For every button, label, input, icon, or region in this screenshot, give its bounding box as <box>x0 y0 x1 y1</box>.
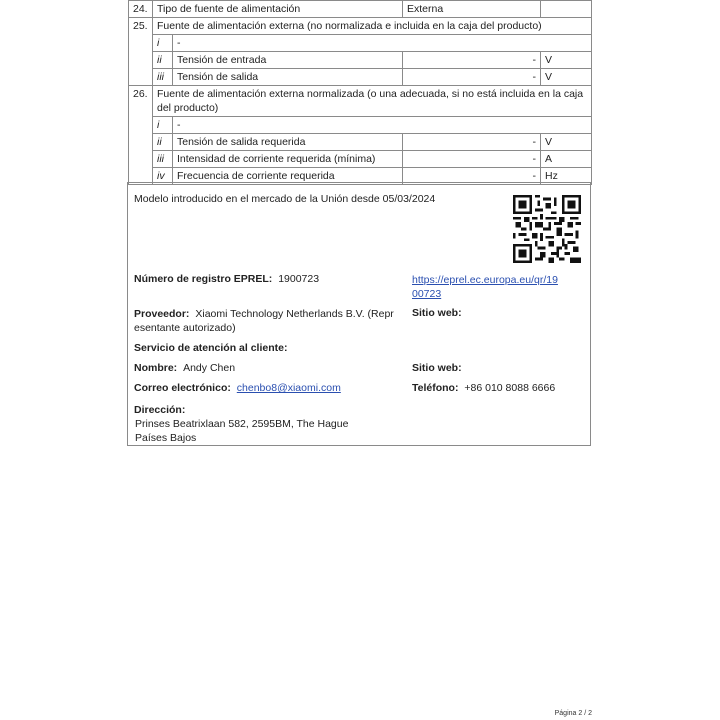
sub-value: - <box>403 168 541 185</box>
row-label: Fuente de alimentación externa (no normalizada e incluida en la caja del producto) <box>153 18 592 35</box>
table-row <box>129 52 592 69</box>
sub-value: - <box>403 134 541 151</box>
sub-label: Intensidad de corriente requerida (mínima) <box>173 151 403 168</box>
sub-unit: V <box>541 134 592 151</box>
address-line2: Países Bajos <box>135 432 197 444</box>
qr-code-icon <box>513 195 581 263</box>
eprel-info-card <box>127 182 591 446</box>
row-value: Externa <box>403 1 541 18</box>
table-row <box>129 151 592 168</box>
phone-row <box>412 382 555 394</box>
sub-label: - <box>173 117 592 134</box>
sub-label: Tensión de entrada <box>173 52 403 69</box>
sub-label: Frecuencia de corriente requerida <box>173 168 403 185</box>
sub-index: iii <box>153 69 173 86</box>
table-row <box>129 18 592 35</box>
eprel-link[interactable] <box>412 273 558 301</box>
website-label-2: Sitio web: <box>412 362 462 374</box>
sub-label: Tensión de salida <box>173 69 403 86</box>
address-line1: Prinses Beatrixlaan 582, 2595BM, The Hague <box>135 418 349 430</box>
spec-table <box>128 0 592 185</box>
sub-value: - <box>403 69 541 86</box>
sub-index: ii <box>153 134 173 151</box>
table-row <box>129 35 592 52</box>
row-label: Tipo de fuente de alimentación <box>153 1 403 18</box>
sub-index: ii <box>153 52 173 69</box>
supplier-row <box>134 307 396 335</box>
sub-index: iii <box>153 151 173 168</box>
sub-index: i <box>153 117 173 134</box>
eprel-link-line2: 00723 <box>412 288 442 300</box>
phone-value: +86 010 8088 6666 <box>464 382 556 394</box>
row-label: Fuente de alimentación externa normalizada (o una adecuada, si no está incluida en la caja del producto) <box>153 86 592 117</box>
sub-label: Tensión de salida requerida <box>173 134 403 151</box>
row-unit <box>541 1 592 18</box>
phone-label: Teléfono: <box>412 382 459 394</box>
email-row <box>134 382 341 394</box>
supplier-label: Proveedor: <box>134 308 190 320</box>
email-link[interactable]: chenbo8@xiaomi.com <box>236 382 341 394</box>
sub-value: - <box>403 151 541 168</box>
table-row <box>129 86 592 117</box>
market-intro-text: Modelo introducido en el mercado de la Unión desde 05/03/2024 <box>134 193 436 205</box>
address-block <box>134 403 348 445</box>
sub-index: i <box>153 35 173 52</box>
sub-unit: V <box>541 69 592 86</box>
sub-unit: V <box>541 52 592 69</box>
email-label: Correo electrónico: <box>134 382 231 394</box>
supplier-value-line2: esentante autorizado) <box>134 322 236 334</box>
sub-unit: Hz <box>541 168 592 185</box>
eprel-link-line1: https://eprel.ec.europa.eu/qr/19 <box>412 274 558 286</box>
table-row <box>129 117 592 134</box>
sub-value: - <box>403 52 541 69</box>
name-value: Andy Chen <box>183 362 236 374</box>
table-row <box>129 69 592 86</box>
address-label: Dirección: <box>134 404 186 416</box>
row-number: 26. <box>129 86 153 185</box>
row-number: 25. <box>129 18 153 86</box>
eprel-row <box>134 273 319 285</box>
sub-unit: A <box>541 151 592 168</box>
name-row <box>134 362 235 374</box>
name-label: Nombre: <box>134 362 178 374</box>
website-label: Sitio web: <box>412 307 462 319</box>
customer-service-label: Servicio de atención al cliente: <box>134 342 288 354</box>
page-number: Página 2 / 2 <box>554 710 592 717</box>
eprel-number: 1900723 <box>278 273 320 285</box>
eprel-label: Número de registro EPREL: <box>134 273 273 285</box>
sub-label: - <box>173 35 592 52</box>
sub-index: iv <box>153 168 173 185</box>
row-number: 24. <box>129 1 153 18</box>
table-row <box>129 134 592 151</box>
table-row <box>129 1 592 18</box>
supplier-value-line1: Xiaomi Technology Netherlands B.V. (Repr <box>195 308 394 320</box>
